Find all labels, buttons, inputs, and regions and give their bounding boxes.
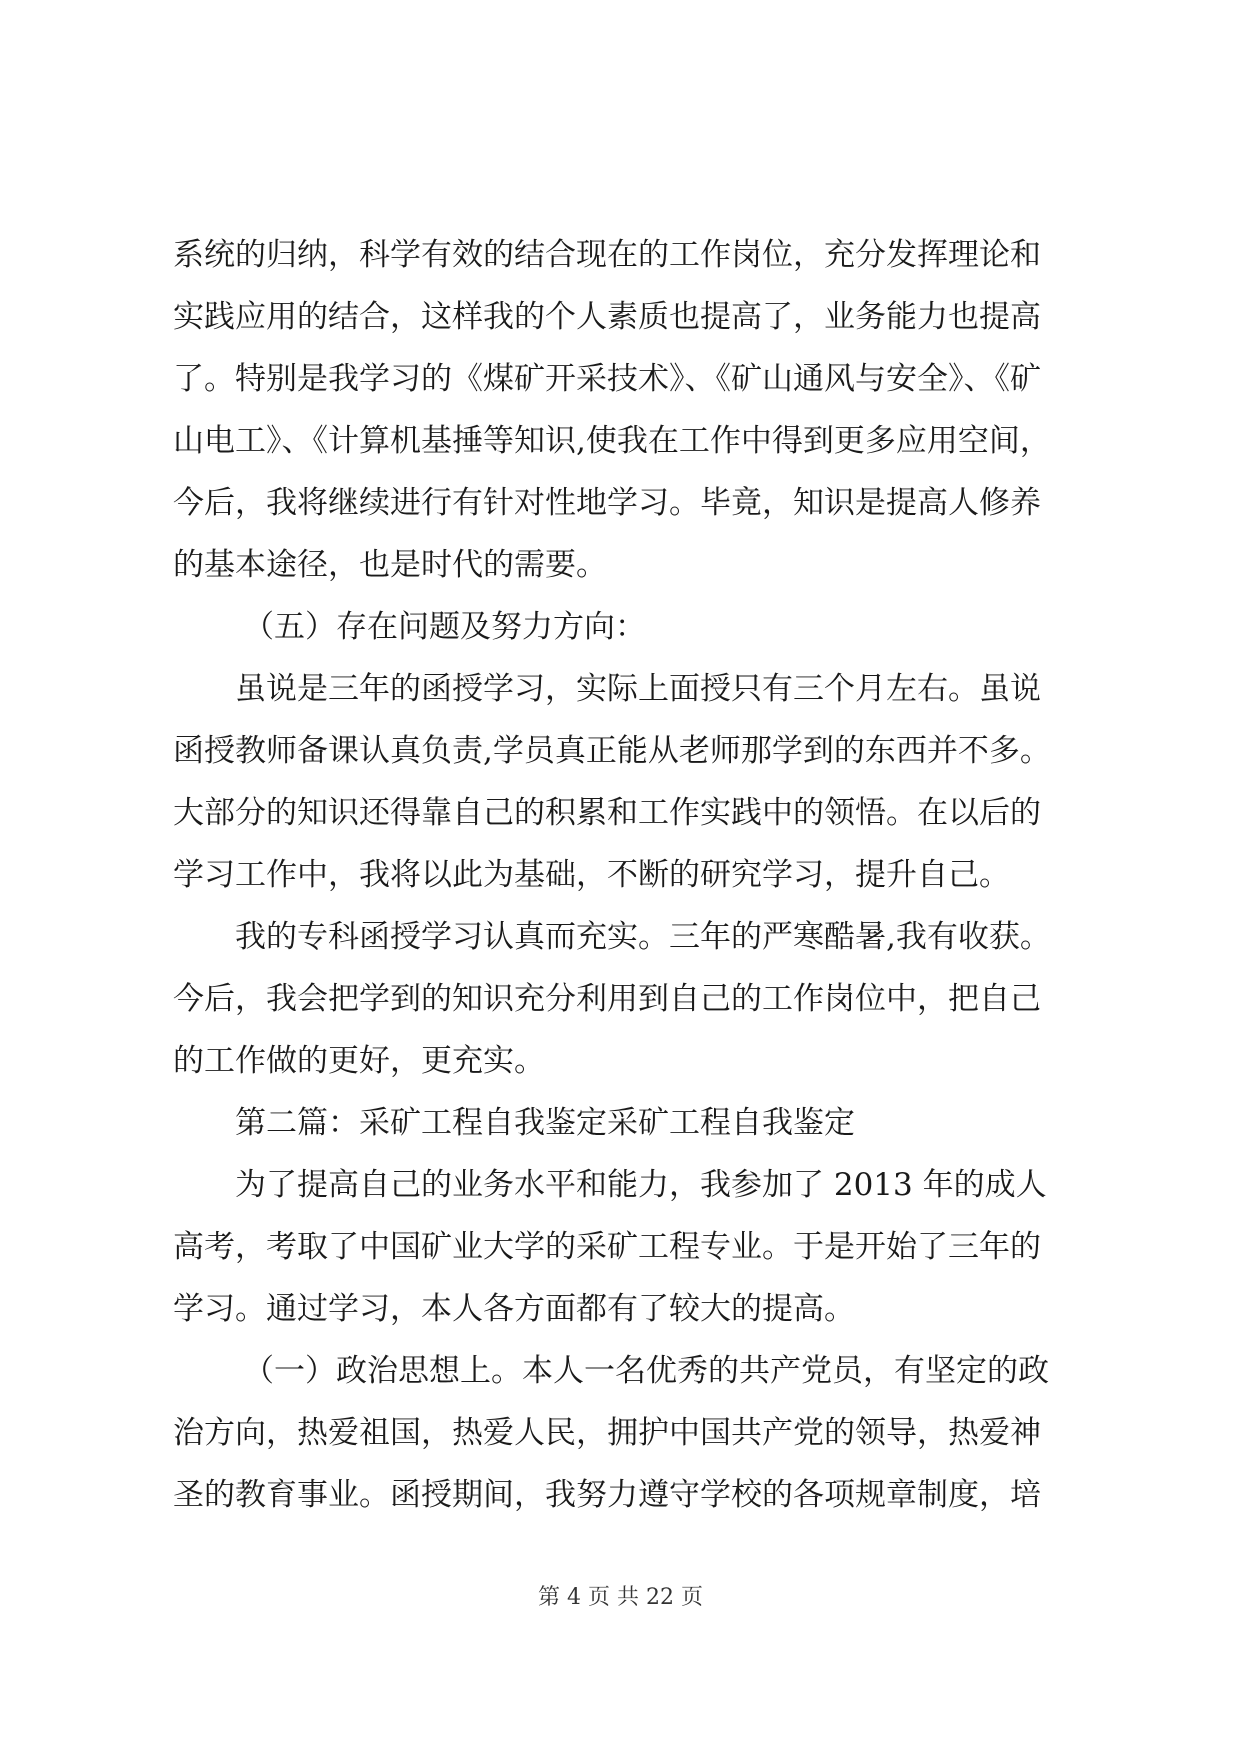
paragraph-start-line: 虽说是三年的函授学习，实际上面授只有三个月左右。虽说	[235, 671, 1041, 707]
text-line: 大部分的知识还得靠自己的积累和工作实践中的领悟。在以后的	[173, 795, 1041, 831]
text-line: 今后，我会把学到的知识充分利用到自己的工作岗位中，把自己	[173, 981, 1041, 1017]
text-line: 了。特别是我学习的《煤矿开采技术》、《矿山通风与安全》、《矿	[173, 361, 1041, 397]
paragraph-start-line: （一）政治思想上。本人一名优秀的共产党员，有坚定的政	[243, 1353, 1049, 1389]
text-line: 的工作做的更好，更充实。	[173, 1043, 545, 1079]
paragraph-start-line: 我的专科函授学习认真而充实。三年的严寒酷暑,我有收获。	[235, 919, 1051, 955]
paragraph-start-line: 为了提高自己的业务水平和能力，我参加了 2013 年的成人	[235, 1167, 1047, 1203]
text-line: 治方向，热爱祖国，热爱人民，拥护中国共产党的领导，热爱神	[173, 1415, 1041, 1451]
text-line: 实践应用的结合，这样我的个人素质也提高了，业务能力也提高	[173, 299, 1041, 335]
text-line: 的基本途径，也是时代的需要。	[173, 547, 607, 583]
chapter-heading: 第二篇：采矿工程自我鉴定采矿工程自我鉴定	[235, 1105, 855, 1141]
text-line: 函授教师备课认真负责,学员真正能从老师那学到的东西并不多。	[173, 733, 1051, 769]
page-number-footer: 第 4 页 共 22 页	[538, 1585, 703, 1610]
text-line: 山电工》、《计算机基捶等知识,使我在工作中得到更多应用空间，	[173, 423, 1051, 459]
text-line: 圣的教育事业。函授期间，我努力遵守学校的各项规章制度，培	[173, 1477, 1041, 1513]
text-line: 系统的归纳，科学有效的结合现在的工作岗位，充分发挥理论和	[173, 237, 1041, 273]
text-line: 高考，考取了中国矿业大学的采矿工程专业。于是开始了三年的	[173, 1229, 1041, 1265]
document-body	[173, 224, 1085, 1526]
section-heading: （五）存在问题及努力方向：	[243, 609, 646, 645]
text-line: 学习。通过学习，本人各方面都有了较大的提高。	[173, 1291, 855, 1327]
text-line: 今后，我将继续进行有针对性地学习。毕竟，知识是提高人修养	[173, 485, 1041, 521]
text-line: 学习工作中，我将以此为基础，不断的研究学习，提升自己。	[173, 857, 1010, 893]
